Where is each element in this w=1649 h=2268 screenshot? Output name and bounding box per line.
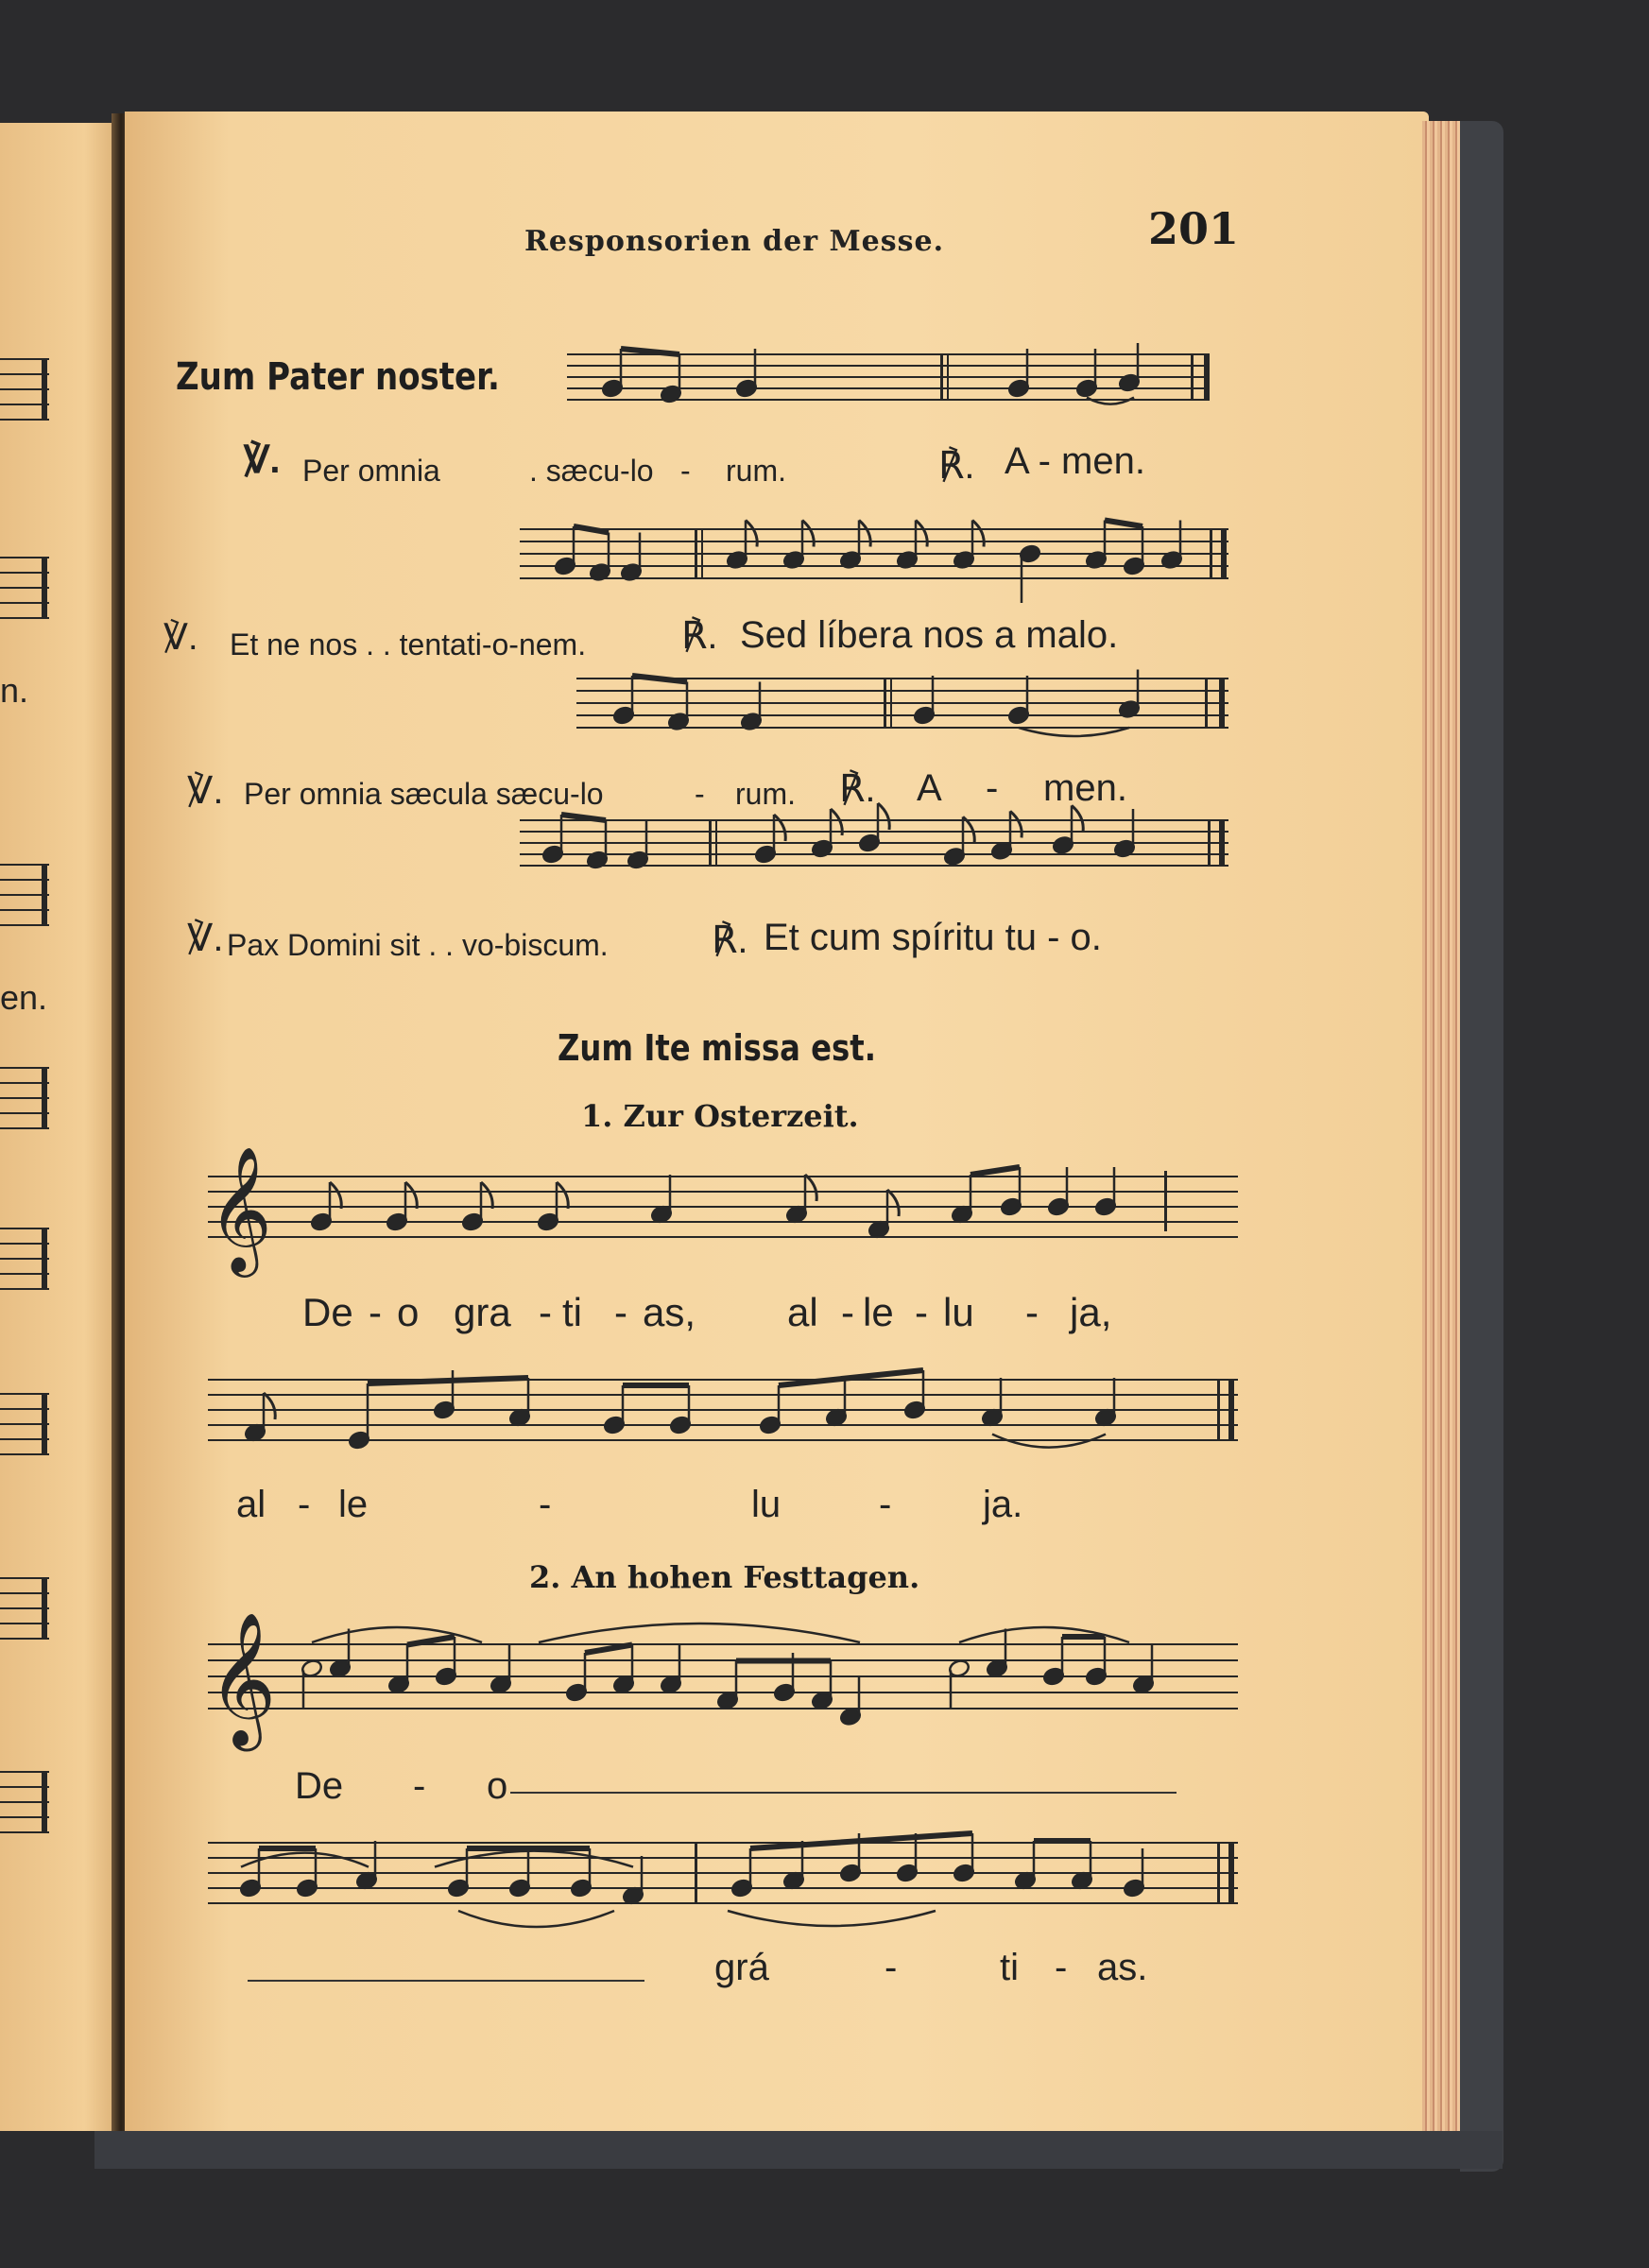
slur [728,1911,936,1926]
note-flag [887,1190,899,1216]
slur [458,1911,614,1927]
note-flag [972,521,984,547]
lyric-syllable: - [298,1484,311,1525]
note-beam [779,1370,923,1385]
verse-text: Et ne nos . . tentati-o-nem. [230,627,587,662]
note-flag [330,1182,341,1209]
bar-line [701,529,703,578]
staff-ite-missa-2 [198,1351,1247,1474]
responsory-icon: ℟. [839,768,876,810]
bar-line [42,1228,47,1289]
slur [1087,398,1134,404]
lyric-syllable: - [539,1484,552,1525]
lyric-syllable: - [885,1947,898,1988]
bar-line [1228,1843,1234,1903]
bar-line [1210,529,1212,578]
bar-line [42,865,47,925]
note-flag [746,521,757,547]
lyric-syllable: ti [562,1290,582,1334]
note-flag [916,521,927,547]
bar-line [42,1394,47,1454]
book-cover-bottom [94,2131,1503,2169]
bar-line [1219,679,1225,728]
note-flag [859,521,870,547]
lyric-syllable: - [879,1484,892,1525]
response-text: - [986,767,999,809]
left-page-fragment: en. [0,978,48,1017]
lyric-syllable: De [295,1765,344,1807]
versicle-icon: ℣. [187,770,224,812]
bar-line [890,679,892,728]
book-cover [1460,121,1503,2172]
note-beam [971,1167,1020,1175]
bar-line [42,359,47,420]
verse-text: Per omnia sæcula sæcu-lo [244,777,604,811]
treble-clef-icon: 𝄞 [208,1145,273,1273]
bar-line [1228,1380,1234,1440]
bar-line [884,679,886,728]
note-flag [774,815,785,841]
slur [435,1851,633,1867]
verse-text: Per omnia [302,454,440,488]
response-text: Sed líbera nos a malo. [740,614,1119,656]
bar-line [709,820,712,866]
bar-line [695,529,697,578]
lyric-syllable: ja. [983,1484,1023,1525]
bar-line [42,558,47,618]
staff-pater-noster-4 [510,803,1238,898]
treble-clef-icon: 𝄞 [208,1610,277,1746]
melisma-line [248,1980,644,1982]
slur [539,1624,860,1642]
lyric-syllable: as. [1097,1947,1148,1988]
section-heading: Zum Ite missa est. [558,1027,876,1069]
lyric-syllable: o [397,1290,420,1334]
lyric-syllable: lu [943,1290,974,1334]
bar-line [42,1578,47,1639]
note-beam [632,676,687,682]
lyric-syllable: al [236,1484,266,1525]
bar-line [1205,679,1208,728]
verse-text: - [695,777,705,811]
lyrics-line [302,1290,1247,1347]
bar-line [1217,1380,1220,1440]
note-beam [368,1378,528,1383]
verse-text: Pax Domini sit . . vo-biscum. [227,928,609,962]
note-flag [878,803,889,830]
note-flag [264,1393,275,1419]
lyric-syllable: - [413,1765,426,1807]
verse-line [163,614,1250,662]
note-flag [802,521,814,547]
lyric-syllable: - [539,1290,552,1334]
left-page-fragment: n. [0,671,29,710]
versicle-icon: ℣. [163,618,198,658]
lyric-syllable: al [787,1290,818,1334]
verse-text: . sæcu-lo [529,454,654,488]
note-beam [1105,521,1142,527]
bar-line [1191,354,1194,400]
bar-line [715,820,717,866]
verse-text: - [680,454,691,488]
staff-ite-missa-4 [198,1810,1247,1951]
response-text: Et cum spíritu tu - o. [764,917,1102,958]
lyric-syllable: - [1055,1947,1068,1988]
note-flag [805,1175,816,1201]
verse-text: rum. [726,454,786,488]
responsory-icon: ℟. [712,919,748,961]
lyric-syllable: o [487,1765,508,1807]
lyrics-line [714,1947,1376,2003]
bar-line [947,354,949,400]
staff-pater-noster-2 [510,510,1238,614]
lyric-syllable: - [1025,1290,1039,1334]
lyric-syllable: ja, [1070,1290,1112,1334]
melisma-line [510,1792,1177,1794]
bar-line [695,1843,697,1903]
section-heading: Zum Pater noster. [176,355,500,399]
lyric-syllable: - [841,1290,854,1334]
note-beam [585,1645,632,1654]
note-beam [574,526,609,533]
bar-line [1208,820,1211,866]
note-flag [1072,805,1083,832]
responsory-icon: ℟. [681,615,718,657]
bar-line [42,1772,47,1832]
subsection-heading: 2. An hohen Festtagen. [529,1559,920,1595]
lyric-syllable: - [614,1290,627,1334]
versicle-icon: ℣. [244,439,281,481]
note-flag [405,1182,417,1209]
lyric-syllable: le [338,1484,369,1525]
response-text: A [917,767,942,809]
lyric-syllable: lu [751,1484,782,1525]
slur [1019,728,1129,736]
response-text: A - men. [1005,440,1145,482]
responsory-icon: ℟. [938,445,975,487]
note-flag [481,1182,492,1209]
note-flag [557,1182,568,1209]
bar-line [1217,1843,1220,1903]
bar-line [1219,820,1225,866]
page-edges [1422,121,1465,2143]
lyric-syllable: - [369,1290,382,1334]
slur [312,1627,482,1642]
staff-ite-missa-1 [198,1145,1247,1290]
lyric-syllable: ti [1000,1947,1019,1988]
staff-pater-noster-1 [558,340,1219,435]
lyric-syllable: as, [643,1290,696,1334]
bar-line [1204,354,1210,400]
subsection-heading: 1. Zur Osterzeit. [581,1098,859,1134]
lyrics-line [236,1484,1181,1540]
lyric-syllable: grá [714,1947,769,1988]
running-head: Responsorien der Messe. [524,225,945,258]
bar-line [940,354,943,400]
lyric-syllable: - [915,1290,928,1334]
note-beam [750,1833,972,1848]
verse-line [187,917,1274,964]
lyric-syllable: le [863,1290,894,1334]
bar-line [1164,1171,1167,1231]
note-flag [1010,811,1022,837]
lyric-syllable: De [302,1290,353,1334]
bar-line [42,1068,47,1128]
page-number: 201 [1148,203,1240,254]
verse-line [244,439,1283,491]
versicle-icon: ℣. [187,918,224,959]
lyric-syllable: gra [454,1290,511,1334]
response-text: men. [1043,767,1127,809]
staff-pater-noster-3 [567,662,1247,756]
staff-ite-missa-3 [198,1606,1247,1758]
bar-line [1221,529,1227,578]
verse-text: rum. [735,777,796,811]
left-page-staff-fragments [0,0,132,2268]
